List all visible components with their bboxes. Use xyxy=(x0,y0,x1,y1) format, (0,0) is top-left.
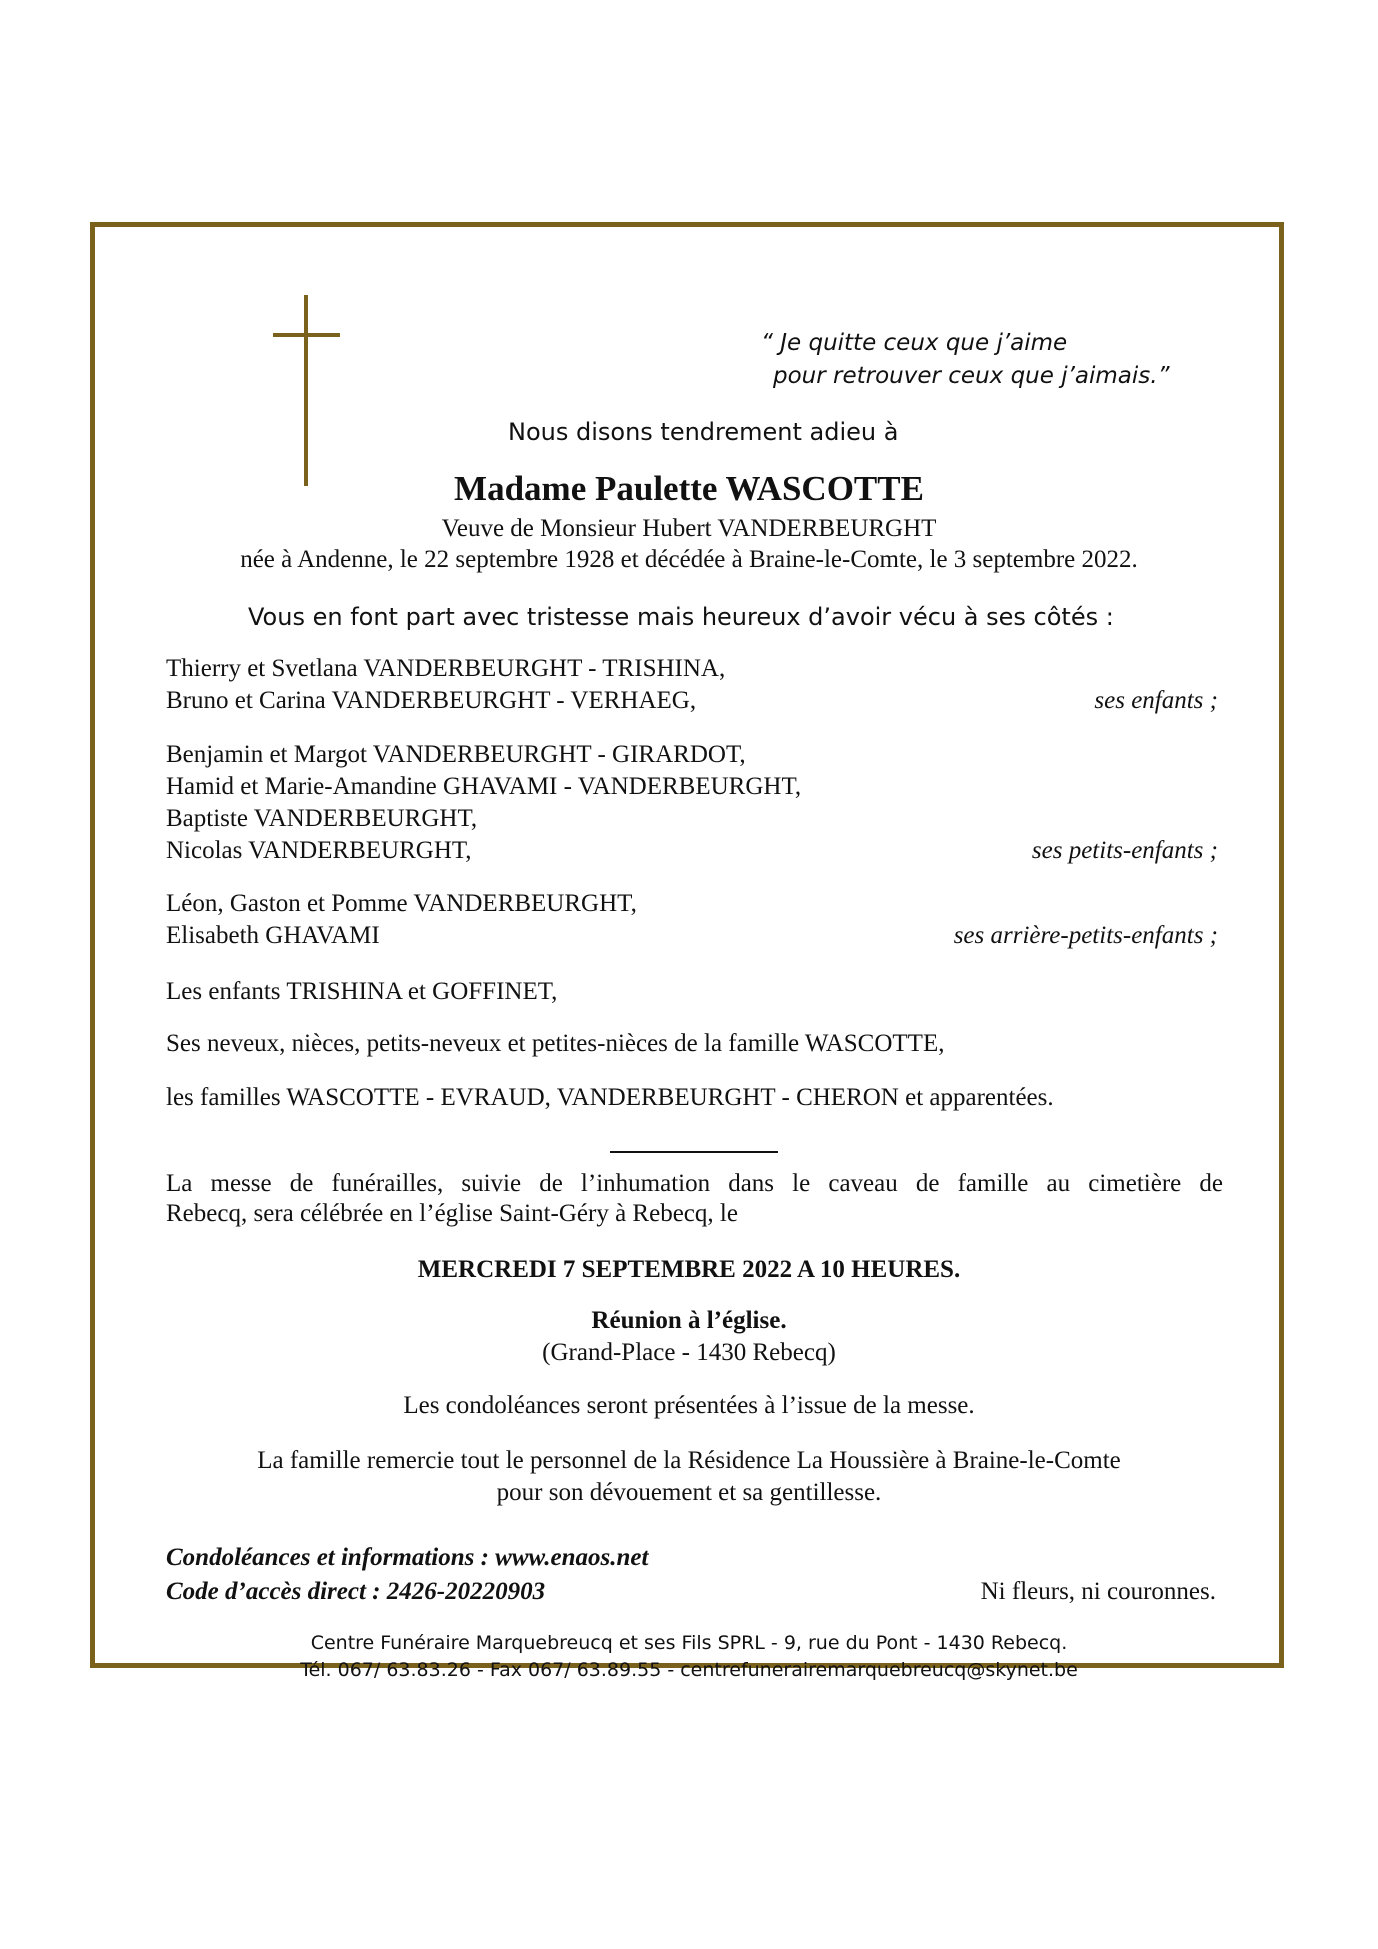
child-line-1: Thierry et Svetlana VANDERBEURGHT - TRISHINA, xyxy=(166,655,726,682)
meeting-place: Réunion à l’église. xyxy=(591,1307,787,1334)
grandchild-line-3: Baptiste VANDERBEURGHT, xyxy=(166,805,478,832)
other-family-line-2: Ses neveux, nièces, petits-neveux et petites-nièces de la famille WASCOTTE, xyxy=(166,1030,945,1057)
grandchild-line-4: Nicolas VANDERBEURGHT, xyxy=(166,837,472,864)
birth-death-line: née à Andenne, le 22 septembre 1928 et décédée à Braine-le-Comte, le 3 septembre 2022. xyxy=(240,546,1138,573)
child-line-2: Bruno et Carina VANDERBEURGHT - VERHAEG, xyxy=(166,687,697,714)
separator-line xyxy=(610,1151,778,1153)
church-address: (Grand-Place - 1430 Rebecq) xyxy=(542,1339,836,1366)
quote-line-1: “ Je quitte ceux que j’aime xyxy=(761,330,1068,356)
intro-text: Nous disons tendrement adieu à xyxy=(508,418,899,446)
online-condolences: Condoléances et informations : www.enaos.net xyxy=(166,1544,649,1571)
condolences-note: Les condoléances seront présentées à l’issue de la messe. xyxy=(403,1392,975,1419)
deceased-name: Madame Paulette WASCOTTE xyxy=(454,469,924,508)
widow-line: Veuve de Monsieur Hubert VANDERBEURGHT xyxy=(441,515,937,542)
service-datetime: MERCREDI 7 SEPTEMBRE 2022 A 10 HEURES. xyxy=(417,1256,961,1283)
funeral-home-contact: Tél. 067/ 63.83.26 - Fax 067/ 63.89.55 - centrefunerairemarquebreucq@skynet.be xyxy=(300,1659,1078,1681)
other-family-line-3: les familles WASCOTTE - EVRAUD, VANDERBEURGHT - CHERON et apparentées. xyxy=(166,1084,1054,1111)
service-line-1: La messe de funérailles, suivie de l’inhumation dans le caveau de famille au cimetière de xyxy=(166,1170,1223,1197)
grandchildren-label: ses petits-enfants ; xyxy=(1031,837,1218,864)
service-line-2: Rebecq, sera célébrée en l’église Saint-Géry à Rebecq, le xyxy=(166,1200,738,1227)
grandchild-line-1: Benjamin et Margot VANDERBEURGHT - GIRARDOT, xyxy=(166,741,746,768)
grandchild-line-2: Hamid et Marie-Amandine GHAVAMI - VANDERBEURGHT, xyxy=(166,773,802,800)
great-grandchild-line-1: Léon, Gaston et Pomme VANDERBEURGHT, xyxy=(166,890,637,917)
other-family-line-1: Les enfants TRISHINA et GOFFINET, xyxy=(166,978,558,1005)
access-code: Code d’accès direct : 2426-20220903 xyxy=(166,1578,546,1605)
quote-line-2: pour retrouver ceux que j’aimais.” xyxy=(773,363,1170,389)
children-label: ses enfants ; xyxy=(1094,687,1218,714)
announcement-text: Vous en font part avec tristesse mais heureux d’avoir vécu à ses côtés : xyxy=(248,603,1114,631)
funeral-home-name: Centre Funéraire Marquebreucq et ses Fils SPRL - 9, rue du Pont - 1430 Rebecq. xyxy=(310,1632,1068,1654)
no-flowers-note: Ni fleurs, ni couronnes. xyxy=(980,1578,1216,1605)
thanks-line-1: La famille remercie tout le personnel de la Résidence La Houssière à Braine-le-Comte xyxy=(257,1447,1121,1474)
great-grandchild-line-2: Elisabeth GHAVAMI xyxy=(166,922,380,949)
great-grandchildren-label: ses arrière-petits-enfants ; xyxy=(953,922,1218,949)
thanks-line-2: pour son dévouement et sa gentillesse. xyxy=(496,1479,882,1506)
